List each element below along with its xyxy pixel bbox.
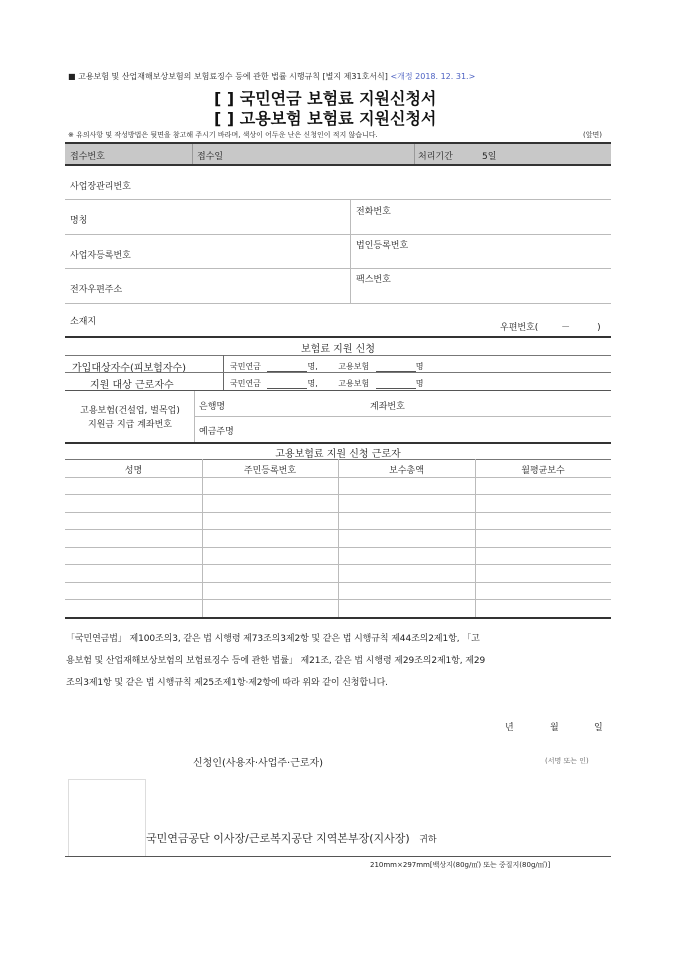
declaration-text: [66, 628, 614, 694]
recipient-suffix: 귀하: [419, 835, 437, 845]
guide-note: ※ 유의사항 및 작성방법은 뒷면을 참고해 주시기 바라며, 색상이 어두운 난은 신청인이 적지 않습니다.: [68, 131, 378, 139]
row-divider: [65, 390, 611, 391]
processing-period-value: 5일: [482, 152, 497, 162]
unit: 명: [415, 362, 424, 371]
receipt-divider: [414, 144, 415, 164]
date-year: 년: [505, 723, 514, 733]
unit: 명: [415, 379, 424, 388]
row-divider: [65, 234, 611, 235]
unit-comma: 명,: [307, 379, 318, 388]
business-reg-label: 사업자등록번호: [70, 251, 131, 261]
pension-label: 국민연금: [230, 362, 261, 371]
postal-open: 우편번호(: [500, 323, 539, 333]
row-divider: [65, 303, 611, 304]
title-pension: [ ] 국민연금 보험료 지원신청서: [214, 89, 437, 108]
phone-label: 전화번호: [356, 207, 391, 217]
row-divider: [65, 268, 611, 269]
row2-values: [230, 378, 424, 389]
fax-label: 팩스번호: [356, 275, 391, 285]
stamp-box: [68, 779, 146, 857]
row-divider: [65, 355, 611, 356]
receipt-bar: [65, 144, 611, 164]
receipt-divider: [192, 144, 193, 164]
postal-dash: －: [561, 323, 571, 333]
account-label-line2: 지원금 지급 계좌번호: [88, 420, 172, 430]
row-divider: [194, 416, 611, 417]
receipt-number-label: 접수번호: [70, 152, 105, 162]
row1-values: [230, 361, 424, 372]
company-name-label: 명칭: [70, 216, 88, 226]
receipt-date-label: 접수일: [197, 152, 224, 162]
employment-label: 고용보험: [338, 379, 370, 388]
col-total-pay: 보수총액: [389, 466, 424, 476]
unit-comma: 명,: [307, 362, 318, 371]
mgmt-number-label: 사업장관리번호: [70, 182, 131, 192]
row-divider: [65, 372, 611, 373]
law-reference: [68, 71, 475, 82]
row-divider: [65, 199, 611, 200]
account-number-label: 계좌번호: [370, 402, 405, 412]
processing-period-label: 처리기간: [418, 152, 453, 162]
mgmt-number-input[interactable]: [150, 174, 604, 194]
table-row: [65, 582, 611, 583]
table-row: [65, 494, 611, 495]
workers-section-title: 고용보험료 지원 신청 근로자: [275, 449, 401, 460]
receipt-bottom-rule: [65, 164, 611, 166]
section-rule: [65, 336, 611, 338]
date-day: 일: [594, 723, 603, 733]
front-side-label: (앞면): [583, 131, 602, 139]
pension-count-blank[interactable]: [267, 362, 307, 372]
revision-date: <개정 2018. 12. 31.>: [390, 72, 476, 81]
postal-code-label: [500, 320, 601, 333]
title-employment: [ ] 고용보험 보험료 지원신청서: [214, 109, 437, 128]
date-month: 월: [550, 723, 559, 733]
table-row: [65, 512, 611, 513]
table-column-line: [475, 459, 476, 617]
signature-placeholder[interactable]: (서명 또는 인): [545, 757, 589, 765]
account-section-label: [68, 404, 192, 432]
support-section-title: 보험료 지원 신청: [301, 344, 375, 355]
declaration-line2: 용보험 및 산업재해보상보험의 보험료징수 등에 관한 법률」 제21조, 같은 법 시행령 제29조의2제1항, 제29: [66, 656, 486, 666]
applicant-label: 신청인(사용자·사업주·근로자): [193, 758, 324, 769]
col-monthly-avg-pay: 월평균보수: [521, 466, 565, 476]
corporate-reg-label: 법인등록번호: [356, 241, 409, 251]
employment-count-blank[interactable]: [376, 379, 416, 389]
column-divider: [350, 199, 351, 303]
pension-label: 국민연금: [230, 379, 261, 388]
insured-count-label: 가입대상자수(피보험자수): [72, 363, 187, 374]
bank-name-label: 은행명: [199, 402, 226, 412]
eligible-workers-label: 지원 대상 근로자수: [90, 380, 174, 391]
email-label: 전자우편주소: [70, 285, 123, 295]
col-resident-number: 주민등록번호: [243, 466, 297, 476]
table-bottom-rule: [65, 617, 611, 619]
recipient-line: [146, 830, 437, 846]
paper-spec: 210mm×297mm[백상지(80g/㎡) 또는 중질지(80g/㎡)]: [370, 861, 551, 869]
declaration-line3: 조의3제1항 및 같은 법 시행규칙 제25조제1항·제2항에 따라 위와 같이 신청합니다.: [66, 678, 388, 688]
footer-rule: [65, 856, 611, 857]
table-row: [65, 529, 611, 530]
table-row: [65, 477, 611, 478]
postal-close: ): [597, 323, 601, 333]
table-row: [65, 564, 611, 565]
declaration-line1: 「국민연금법」 제100조의3, 같은 법 시행령 제73조의3제2항 및 같은 법 시행규칙 제44조의2제1항, 「고: [66, 634, 480, 644]
account-label-line1: 고용보험(건설업, 벌목업): [80, 406, 180, 416]
col-name: 성명: [124, 466, 143, 476]
recipient-text: 국민연금공단 이사장/근로복지공단 지역본부장(지사장): [146, 832, 410, 845]
section-rule: [65, 442, 611, 444]
pension-count-blank[interactable]: [267, 379, 307, 389]
employment-label: 고용보험: [338, 362, 370, 371]
address-label: 소재지: [70, 317, 97, 327]
table-column-line: [338, 459, 339, 617]
table-row: [65, 599, 611, 600]
table-column-line: [202, 459, 203, 617]
employment-count-blank[interactable]: [376, 362, 416, 372]
account-holder-label: 예금주명: [199, 427, 234, 437]
table-row: [65, 547, 611, 548]
law-reference-text: ■ 고용보험 및 산업재해보상보험의 보험료징수 등에 관한 법률 시행규칙 [별지 제31호서식]: [68, 72, 388, 81]
